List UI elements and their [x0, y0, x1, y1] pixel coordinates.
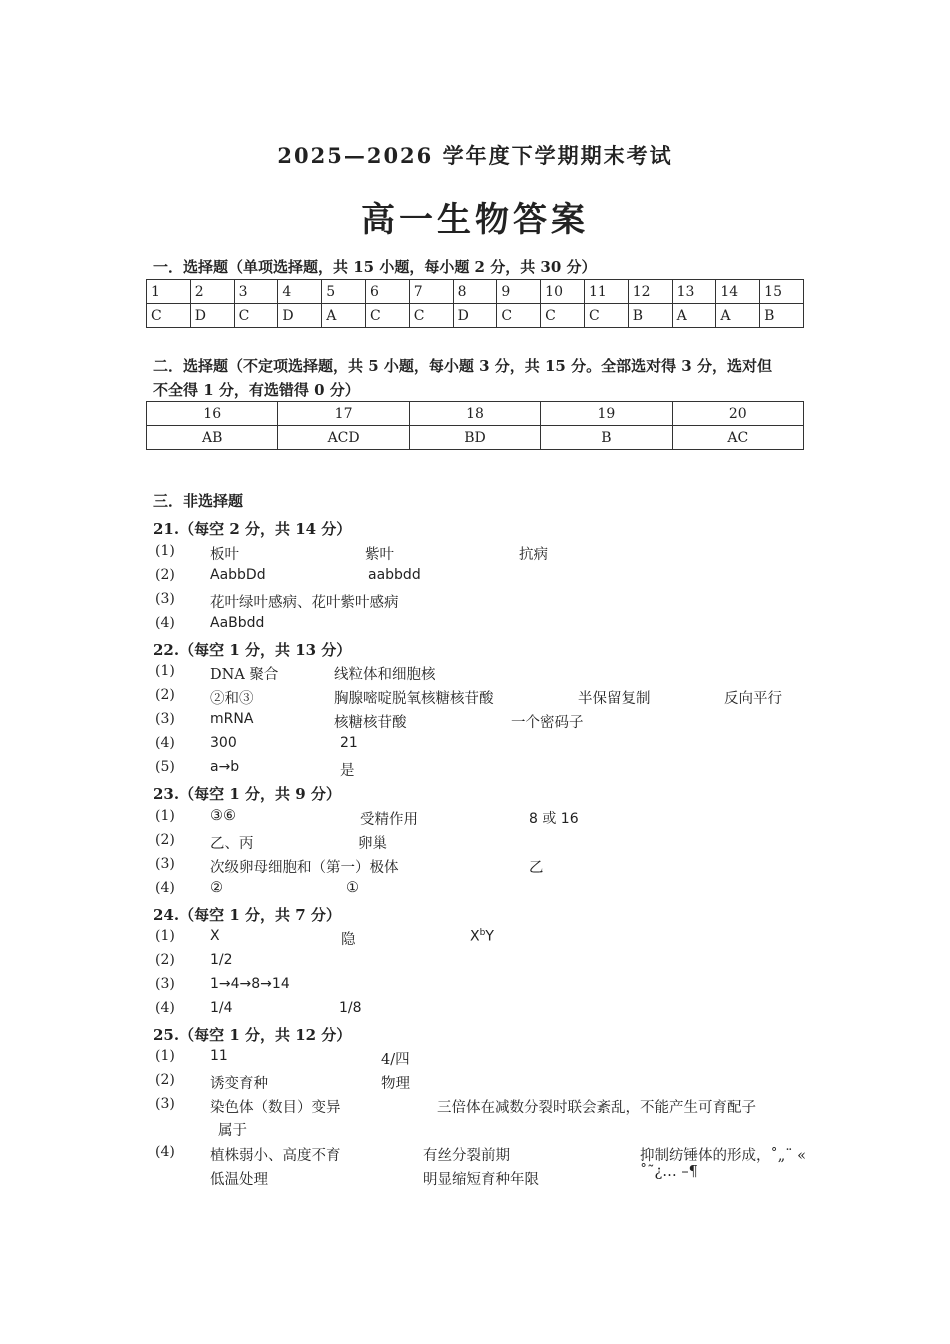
- q21-part1-answer-c: 抗病: [519, 547, 548, 563]
- q25-part4-answer-a-continued: 低温处理: [210, 1172, 268, 1188]
- q25-title: 25.（每空 1 分，共 12 分）: [153, 1026, 352, 1044]
- question-number-cell: 11: [584, 280, 628, 304]
- multiple-choice-answer-table: [146, 401, 804, 450]
- q25-part4-answer-a: 植株弱小、高度不育: [210, 1148, 341, 1164]
- q23-part3-answer-a: 次级卵母细胞和（第一）极体: [210, 860, 399, 876]
- q22-part5-answer-a: a→b: [210, 759, 240, 775]
- answer-cell: C: [234, 304, 278, 328]
- q22-part2-answer-b: 胸腺嘧啶脱氧核糖核苷酸: [334, 691, 494, 707]
- answer-cell: A: [672, 304, 716, 328]
- q22-part4-answer-b: 21: [340, 735, 358, 751]
- q25-part2-number: (2): [155, 1072, 175, 1088]
- q22-part1-number: (1): [155, 663, 175, 679]
- answer-cell: C: [409, 304, 453, 328]
- q21-part2-answer-b: aabbdd: [368, 567, 421, 583]
- q25-part1-answer-a: 11: [210, 1048, 228, 1064]
- q23-part1-number: (1): [155, 808, 175, 824]
- q25-part4-answer-b-continued: 明显缩短育种年限: [423, 1172, 539, 1188]
- q24-part2-number: (2): [155, 952, 175, 968]
- q25-part2-answer-a: 诱变育种: [210, 1076, 268, 1092]
- q21-part1-number: (1): [155, 543, 175, 559]
- q24-title: 24.（每空 1 分，共 7 分）: [153, 906, 341, 924]
- answer-cell: AC: [672, 426, 803, 450]
- q21-part1-answer-b: 紫叶: [365, 547, 394, 563]
- q25-part1-number: (1): [155, 1048, 175, 1064]
- q21-part4-answer-a: AaBbdd: [210, 615, 265, 631]
- q22-part2-answer-d: 反向平行: [724, 691, 782, 707]
- q25-part2-answer-b: 物理: [381, 1076, 410, 1092]
- answer-cell: A: [322, 304, 366, 328]
- q22-part1-answer-a: DNA 聚合: [210, 667, 279, 683]
- answer-cell: ACD: [278, 426, 409, 450]
- question-number-cell: 2: [190, 280, 234, 304]
- question-number-cell: 20: [672, 402, 803, 426]
- answer-row: [147, 426, 804, 450]
- single-choice-answer-table: [146, 279, 804, 328]
- question-number-cell: 6: [365, 280, 409, 304]
- answer-cell: AB: [147, 426, 278, 450]
- answer-cell: C: [497, 304, 541, 328]
- q24-part1-answer-c: [470, 928, 494, 945]
- q25-part4-answer-b: 有丝分裂前期: [423, 1148, 510, 1164]
- answer-cell: C: [365, 304, 409, 328]
- section1-heading: 一．选择题（单项选择题，共 15 小题，每小题 2 分，共 30 分）: [153, 258, 597, 276]
- q22-part5-number: (5): [155, 759, 175, 775]
- q24-part4-answer-b: 1/8: [339, 1000, 362, 1016]
- q25-part3-answer-a: 染色体（数目）变异: [210, 1100, 341, 1116]
- q25-part1-answer-b: 4/四: [381, 1052, 410, 1068]
- question-number-cell: 9: [497, 280, 541, 304]
- question-number-cell: 18: [409, 402, 540, 426]
- exam-title: 2025—2026 学年度下学期期末考试: [277, 143, 673, 168]
- answer-cell: B: [628, 304, 672, 328]
- q22-part2-answer-a: ②和③: [210, 691, 254, 707]
- genotype-superscript: b: [479, 928, 486, 938]
- q24-part4-answer-a: 1/4: [210, 1000, 233, 1016]
- question-number-cell: 5: [322, 280, 366, 304]
- q21-part3-number: (3): [155, 591, 175, 607]
- answer-cell: B: [541, 426, 672, 450]
- question-number-cell: 15: [760, 280, 804, 304]
- q22-part5-answer-b: 是: [340, 763, 355, 779]
- q24-part4-number: (4): [155, 1000, 175, 1016]
- q25-part3-number: (3): [155, 1096, 175, 1112]
- answer-cell: C: [147, 304, 191, 328]
- q22-part4-number: (4): [155, 735, 175, 751]
- q22-part3-answer-a: mRNA: [210, 711, 254, 727]
- section2-heading-line2: 不全得 1 分，有选错得 0 分）: [153, 381, 360, 399]
- question-number-cell: 19: [541, 402, 672, 426]
- q23-part4-number: (4): [155, 880, 175, 896]
- q22-part2-number: (2): [155, 687, 175, 703]
- q22-part3-number: (3): [155, 711, 175, 727]
- answer-cell: D: [278, 304, 322, 328]
- q21-part1-answer-a: 板叶: [210, 547, 239, 563]
- q25-part3-answer-a-continued: 属于: [218, 1123, 247, 1139]
- q23-part3-answer-b: 乙: [529, 860, 544, 876]
- q23-part1-answer-b: 受精作用: [360, 812, 418, 828]
- question-number-cell: 14: [716, 280, 760, 304]
- question-number-row: [147, 402, 804, 426]
- subject-title: 高一生物答案: [361, 200, 589, 240]
- section3-heading: 三．非选择题: [153, 492, 244, 510]
- question-number-cell: 3: [234, 280, 278, 304]
- q25-part3-answer-b: 三倍体在减数分裂时联会紊乱，不能产生可育配子: [437, 1100, 756, 1116]
- q22-part3-answer-c: 一个密码子: [511, 715, 584, 731]
- question-number-cell: 16: [147, 402, 278, 426]
- question-number-cell: 4: [278, 280, 322, 304]
- q24-part3-number: (3): [155, 976, 175, 992]
- answer-cell: C: [541, 304, 585, 328]
- q22-title: 22.（每空 1 分，共 13 分）: [153, 641, 352, 659]
- question-number-cell: 17: [278, 402, 409, 426]
- genotype-base: X: [470, 928, 480, 945]
- q21-part2-answer-a: AabbDd: [210, 567, 266, 583]
- question-number-cell: 13: [672, 280, 716, 304]
- q23-part2-answer-a: 乙、丙: [210, 836, 254, 852]
- question-number-cell: 12: [628, 280, 672, 304]
- q24-part2-answer-a: 1/2: [210, 952, 233, 968]
- q25-part4-answer-c: 抑制纺锤体的形成，˚„¨ «: [640, 1148, 806, 1164]
- q24-part1-answer-a: X: [210, 928, 220, 944]
- q21-part3-answer-a: 花叶绿叶感病、花叶紫叶感病: [210, 595, 399, 611]
- answer-cell: BD: [409, 426, 540, 450]
- q21-part2-number: (2): [155, 567, 175, 583]
- question-number-row: [147, 280, 804, 304]
- q21-part4-number: (4): [155, 615, 175, 631]
- answer-row: [147, 304, 804, 328]
- question-number-cell: 1: [147, 280, 191, 304]
- question-number-cell: 10: [541, 280, 585, 304]
- q23-part2-answer-b: 卵巢: [358, 836, 387, 852]
- q25-part4-answer-c-continued: ˚˜¿… –¶: [640, 1164, 698, 1180]
- answer-cell: B: [760, 304, 804, 328]
- q25-part4-number: (4): [155, 1144, 175, 1160]
- question-number-cell: 7: [409, 280, 453, 304]
- q24-part3-answer-a: 1→4→8→14: [210, 976, 290, 992]
- q23-part3-number: (3): [155, 856, 175, 872]
- q22-part2-answer-c: 半保留复制: [578, 691, 651, 707]
- q23-part4-answer-a: ②: [210, 880, 223, 896]
- answer-cell: C: [584, 304, 628, 328]
- answer-cell: D: [453, 304, 497, 328]
- q24-part1-answer-b: 隐: [341, 932, 356, 948]
- q23-part1-answer-c: 8 或 16: [529, 811, 579, 827]
- q23-part2-number: (2): [155, 832, 175, 848]
- q21-title: 21.（每空 2 分，共 14 分）: [153, 520, 352, 538]
- q23-part4-answer-b: ①: [346, 880, 359, 896]
- q22-part1-answer-b: 线粒体和细胞核: [334, 667, 436, 683]
- q24-part1-number: (1): [155, 928, 175, 944]
- answer-cell: D: [190, 304, 234, 328]
- genotype-tail: Y: [485, 928, 494, 945]
- question-number-cell: 8: [453, 280, 497, 304]
- answer-cell: A: [716, 304, 760, 328]
- section2-heading-line1: 二．选择题（不定项选择题，共 5 小题，每小题 3 分，共 15 分。全部选对得 3 分，选对但: [153, 357, 772, 375]
- q23-title: 23.（每空 1 分，共 9 分）: [153, 785, 341, 803]
- q23-part1-answer-a: ③⑥: [210, 808, 236, 824]
- q22-part4-answer-a: 300: [210, 735, 237, 751]
- q22-part3-answer-b: 核糖核苷酸: [334, 715, 407, 731]
